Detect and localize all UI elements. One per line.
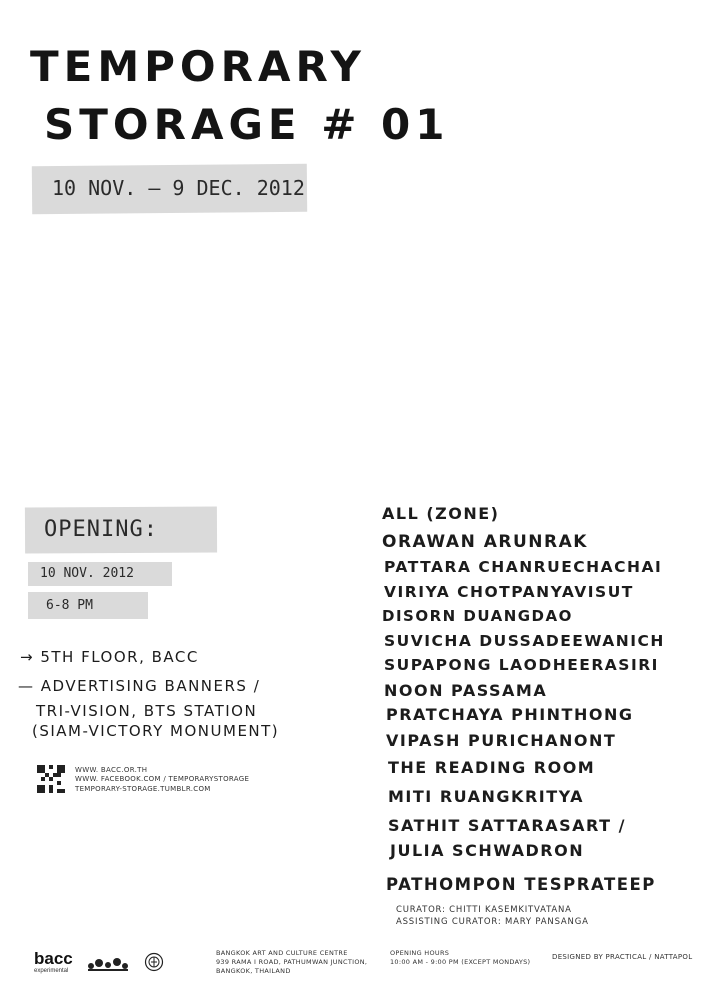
opening-date: 10 NOV. 2012 (40, 566, 134, 581)
location-monument: (SIAM-VICTORY MONUMENT) (32, 722, 280, 740)
website-link[interactable]: WWW. BACC.OR.TH (75, 766, 148, 774)
artist-list-item: SATHIT SATTARASART / (388, 816, 626, 835)
artist-list-item: THE READING ROOM (388, 758, 596, 777)
curator-credit: CURATOR: CHITTI KASEMKITVATANA (396, 905, 572, 915)
exhibition-dates: 10 NOV. — 9 DEC. 2012 (52, 176, 305, 200)
partner-logo-icon (86, 952, 130, 976)
opening-hours-label: OPENING HOURS (390, 949, 450, 957)
venue-street: 939 RAMA I ROAD, PATHUMWAN JUNCTION, (216, 957, 368, 966)
location-bacc: → 5TH FLOOR, BACC (20, 648, 199, 666)
artist-list-item: SUVICHA DUSSADEEWANICH (384, 632, 665, 650)
emblem-icon (144, 952, 164, 976)
poster-title-line1: TEMPORARY (30, 42, 366, 91)
artist-list-item: PATHOMPON TESPRATEEP (386, 875, 656, 894)
venue-city: BANGKOK, THAILAND (216, 966, 291, 975)
artist-list-item: PATTARA CHANRUECHACHAI (384, 558, 663, 576)
designer-credit: DESIGNED BY PRACTICAL / NATTAPOL (552, 953, 693, 961)
artist-list-item: DISORN DUANGDAO (382, 607, 573, 625)
location-banners: — ADVERTISING BANNERS / (18, 677, 261, 695)
artist-list-item: SUPAPONG LAODHEERASIRI (384, 656, 659, 674)
opening-time: 6-8 PM (46, 598, 93, 613)
opening-label: OPENING: (44, 517, 158, 542)
opening-hours-value: 10:00 AM - 9:00 PM (EXCEPT MONDAYS) (390, 957, 531, 966)
facebook-link[interactable]: WWW. FACEBOOK.COM / TEMPORARYSTORAGE (75, 775, 250, 784)
location-trivision: TRI-VISION, BTS STATION (36, 702, 258, 720)
artist-list-item: ORAWAN ARUNRAK (382, 532, 588, 552)
venue-address (216, 949, 367, 975)
opening-hours (390, 949, 530, 967)
poster-title-line2: STORAGE # 01 (44, 100, 450, 149)
artist-list-item: PRATCHAYA PHINTHONG (386, 705, 634, 724)
links-block (75, 766, 249, 794)
artist-list-item: VIPASH PURICHANONT (386, 731, 617, 750)
artist-list-item: VIRIYA CHOTPANYAVISUT (384, 583, 634, 601)
qr-code (37, 765, 65, 797)
artist-list-item: ALL (ZONE) (382, 504, 500, 523)
artist-list-item: MITI RUANGKRITYA (388, 787, 585, 806)
venue-name: BANGKOK ART AND CULTURE CENTRE (216, 949, 348, 957)
tumblr-link[interactable]: TEMPORARY-STORAGE.TUMBLR.COM (75, 784, 211, 793)
artist-list-item: NOON PASSAMA (384, 681, 548, 700)
bacc-logo-subtext: experimental (34, 968, 69, 974)
artist-list-item: JULIA SCHWADRON (390, 841, 585, 860)
assisting-curator-credit: ASSISTING CURATOR: MARY PANSANGA (396, 917, 589, 927)
bacc-logo (34, 950, 73, 974)
bacc-logo-text: bacc (34, 949, 73, 968)
